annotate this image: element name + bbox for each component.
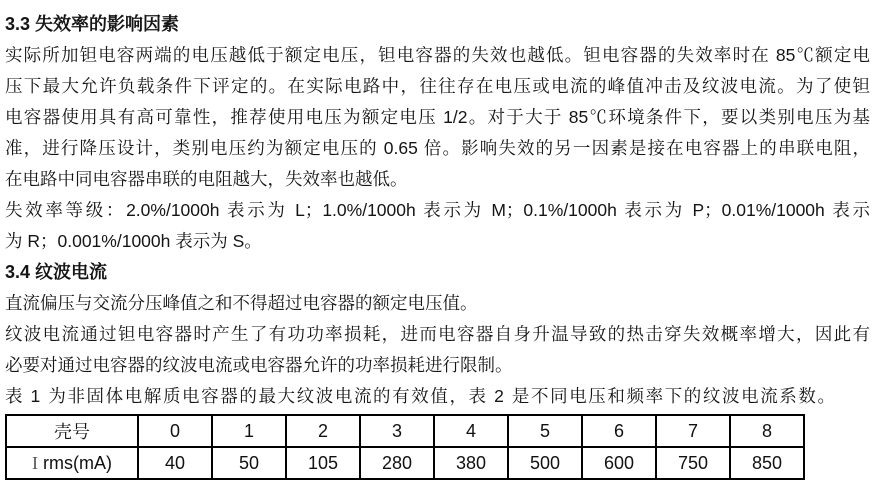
paragraph-line: 电容器使用具有高可靠性，推荐使用电压为额定电压 1/2。对于大于 85℃环境条件下，要以类别电压为基: [5, 107, 870, 127]
table-intro-line: 表 1 为非固体电解质电容器的最大纹波电流的有效值，表 2 是不同电压和频率下的纹波电流系数。: [5, 386, 837, 406]
current-symbol: I: [32, 452, 38, 473]
ripple-value-cell: 105: [286, 447, 360, 479]
paragraph-line: 压下最大允许负载条件下评定的。在实际电路中，往往存在电压或电流的峰值冲击及纹波电流。为了使钽: [5, 76, 870, 96]
case-number-cell: 3: [360, 415, 434, 447]
paragraph-line: 纹波电流通过钽电容器时产生了有功功率损耗，进而电容器自身升温导致的热击穿失效概率增大，因此有: [5, 324, 870, 344]
case-number-cell: 7: [656, 415, 730, 447]
case-number-cell: 2: [286, 415, 360, 447]
case-number-cell: 4: [434, 415, 508, 447]
case-number-cell: 8: [730, 415, 804, 447]
ripple-value-cell: 380: [434, 447, 508, 479]
section-heading-3-4: 3.4 纹波电流: [5, 262, 108, 282]
case-number-cell: 6: [582, 415, 656, 447]
ripple-value-cell: 40: [138, 447, 212, 479]
ripple-value-cell: 750: [656, 447, 730, 479]
irms-unit-label: rms(mA): [38, 452, 112, 473]
ripple-value-cell: 50: [212, 447, 286, 479]
case-number-cell: 0: [138, 415, 212, 447]
ripple-current-table: [5, 414, 805, 480]
case-number-cell: 1: [212, 415, 286, 447]
ripple-value-cell: 280: [360, 447, 434, 479]
section-heading-3-3: 3.3 失效率的影响因素: [5, 14, 180, 34]
ripple-value-cell: 600: [582, 447, 656, 479]
case-number-header-cell: 壳号: [6, 415, 138, 447]
ripple-value-cell: 850: [730, 447, 804, 479]
paragraph-line: 准，进行降压设计，类别电压约为额定电压的 0.65 倍。影响失效的另一因素是接在电容器上的串联电阻，: [5, 138, 870, 158]
ripple-value-cell: 500: [508, 447, 582, 479]
irms-label-cell: [6, 447, 138, 479]
case-number-cell: 5: [508, 415, 582, 447]
paragraph-line: 失效率等级：2.0%/1000h 表示为 L；1.0%/1000h 表示为 M；0.1%/1000h 表示为 P；0.01%/1000h 表示: [5, 200, 870, 220]
paragraph-line: 必要对通过电容器的纹波电流或电容器允许的功率损耗进行限制。: [5, 355, 513, 375]
paragraph-line: 实际所加钽电容两端的电压越低于额定电压，钽电容器的失效也越低。钽电容器的失效率时在 85℃额定电: [5, 45, 870, 65]
paragraph-line: 在电路中同电容器串联的电阻越大，失效率也越低。: [5, 169, 408, 189]
paragraph-line: 为 R；0.001%/1000h 表示为 S。: [5, 231, 262, 251]
table-data-row: [6, 447, 804, 479]
paragraph-line: 直流偏压与交流分压峰值之和不得超过电容器的额定电压值。: [5, 293, 478, 313]
table-header-row: [6, 415, 804, 447]
